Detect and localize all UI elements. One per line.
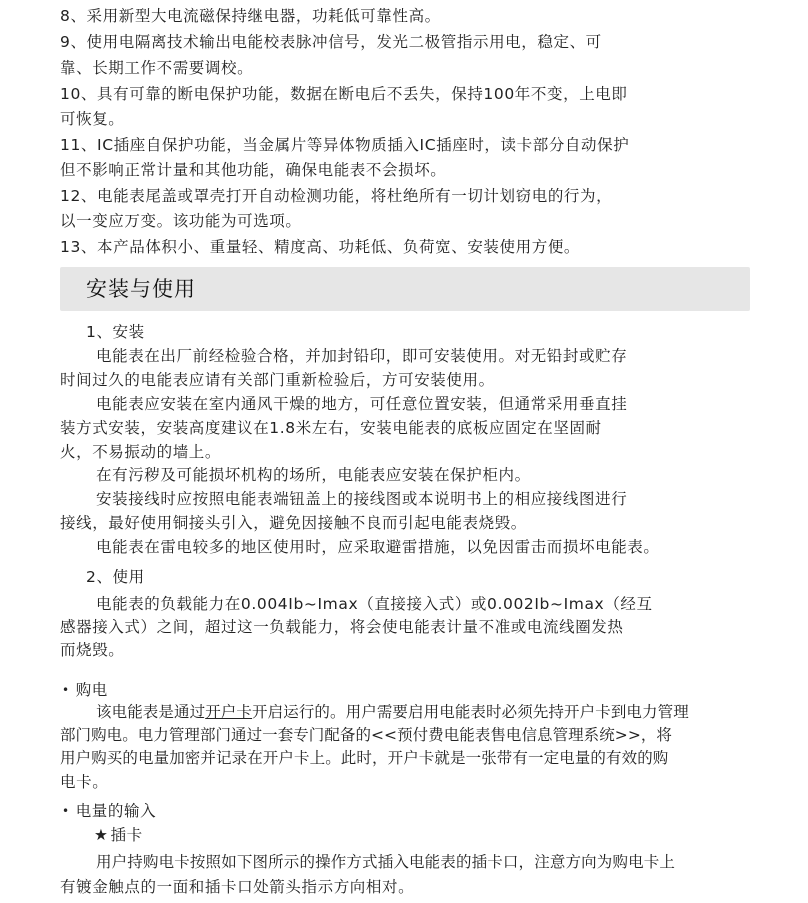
feature-13: 13、本产品体积小、重量轻、精度高、功耗低、负荷宽、安装使用方便。	[60, 238, 581, 256]
install-paragraph: 火，不易振动的墙上。	[60, 443, 222, 461]
install-paragraph: 接线，最好使用铜接头引入，避免因接触不良而引起电能表烧毁。	[60, 514, 527, 532]
feature-11-cont: 但不影响正常计量和其他功能，确保电能表不会损坏。	[60, 161, 447, 179]
feature-10-cont: 可恢复。	[60, 110, 125, 128]
feature-9-cont: 靠、长期工作不需要调校。	[60, 59, 254, 77]
purchase-text: 开启运行的。用户需要启用电能表时必须先持开户卡到电力管理	[252, 703, 689, 721]
feature-12-cont: 以一变应万变。该功能为可选项。	[60, 212, 302, 230]
install-paragraph: 时间过久的电能表应请有关部门重新检验后，方可安装使用。	[60, 371, 495, 389]
feature-8: 8、采用新型大电流磁保持继电器，功耗低可靠性高。	[60, 7, 441, 25]
input-heading: 电量的输入	[75, 802, 157, 820]
use-heading: 2、使用	[86, 568, 145, 586]
feature-9: 9、使用电隔离技术输出电能校表脉冲信号，发光二极管指示用电，稳定、可	[60, 33, 602, 51]
use-paragraph: 感器接入式）之间，超过这一负载能力，将会使电能表计量不准或电流线圈发热	[60, 618, 624, 636]
use-paragraph: 而烧毁。	[60, 641, 125, 659]
feature-11: 11、IC插座自保护功能，当金属片等异体物质插入IC插座时，读卡部分自动保护	[60, 136, 630, 154]
section-title: 安装与使用	[86, 277, 196, 301]
install-paragraph: 电能表在雷电较多的地区使用时，应采取避雷措施，以免因雷击而损坏电能表。	[96, 538, 660, 556]
install-paragraph: 电能表在出厂前经检验合格，并加封铅印，即可安装使用。对无铅封或贮存	[96, 347, 628, 365]
input-paragraph: 用户持购电卡按照如下图所示的操作方式插入电能表的插卡口，注意方向为购电卡上	[96, 853, 676, 871]
purchase-paragraph: 用户购买的电量加密并记录在开户卡上。此时，开户卡就是一张带有一定电量的有效的购	[60, 749, 669, 767]
feature-10: 10、具有可靠的断电保护功能，数据在断电后不丢失，保持100年不变，上电即	[60, 85, 628, 103]
input-heading-row	[62, 799, 156, 824]
purchase-heading: 购电	[75, 681, 108, 699]
install-heading: 1、安装	[86, 323, 145, 341]
input-paragraph: 有镀金触点的一面和插卡口处箭头指示方向相对。	[60, 878, 415, 896]
install-paragraph: 在有污秽及可能损坏机构的场所，电能表应安装在保护柜内。	[96, 466, 531, 484]
bullet-icon: •	[62, 804, 70, 818]
purchase-text: 该电能表是通过	[96, 703, 206, 721]
purchase-paragraph: 电卡。	[60, 773, 109, 791]
insert-card-heading-row	[94, 823, 143, 847]
purchase-paragraph	[96, 700, 689, 724]
feature-12: 12、电能表尾盖或罩壳打开自动检测功能，将杜绝所有一切计划窃电的行为，	[60, 187, 613, 205]
purchase-paragraph: 部门购电。电力管理部门通过一套专门配备的<<预付费电能表售电信息管理系统>>，将	[60, 726, 672, 744]
open-account-card-term: 开户卡	[205, 703, 253, 721]
insert-card-heading: 插卡	[110, 826, 143, 844]
use-paragraph: 电能表的负载能力在0.004Ib~Imax（直接接入式）或0.002Ib~Imax（经互	[96, 595, 653, 613]
install-paragraph: 安装接线时应按照电能表端钮盖上的接线图或本说明书上的相应接线图进行	[96, 490, 628, 508]
star-icon: ★	[94, 826, 109, 844]
bullet-icon: •	[62, 683, 70, 697]
install-paragraph: 电能表应安装在室内通风干燥的地方，可任意位置安装，但通常采用垂直挂	[96, 395, 628, 413]
install-paragraph: 装方式安装，安装高度建议在1.8米左右，安装电能表的底板应固定在坚固耐	[60, 419, 602, 437]
